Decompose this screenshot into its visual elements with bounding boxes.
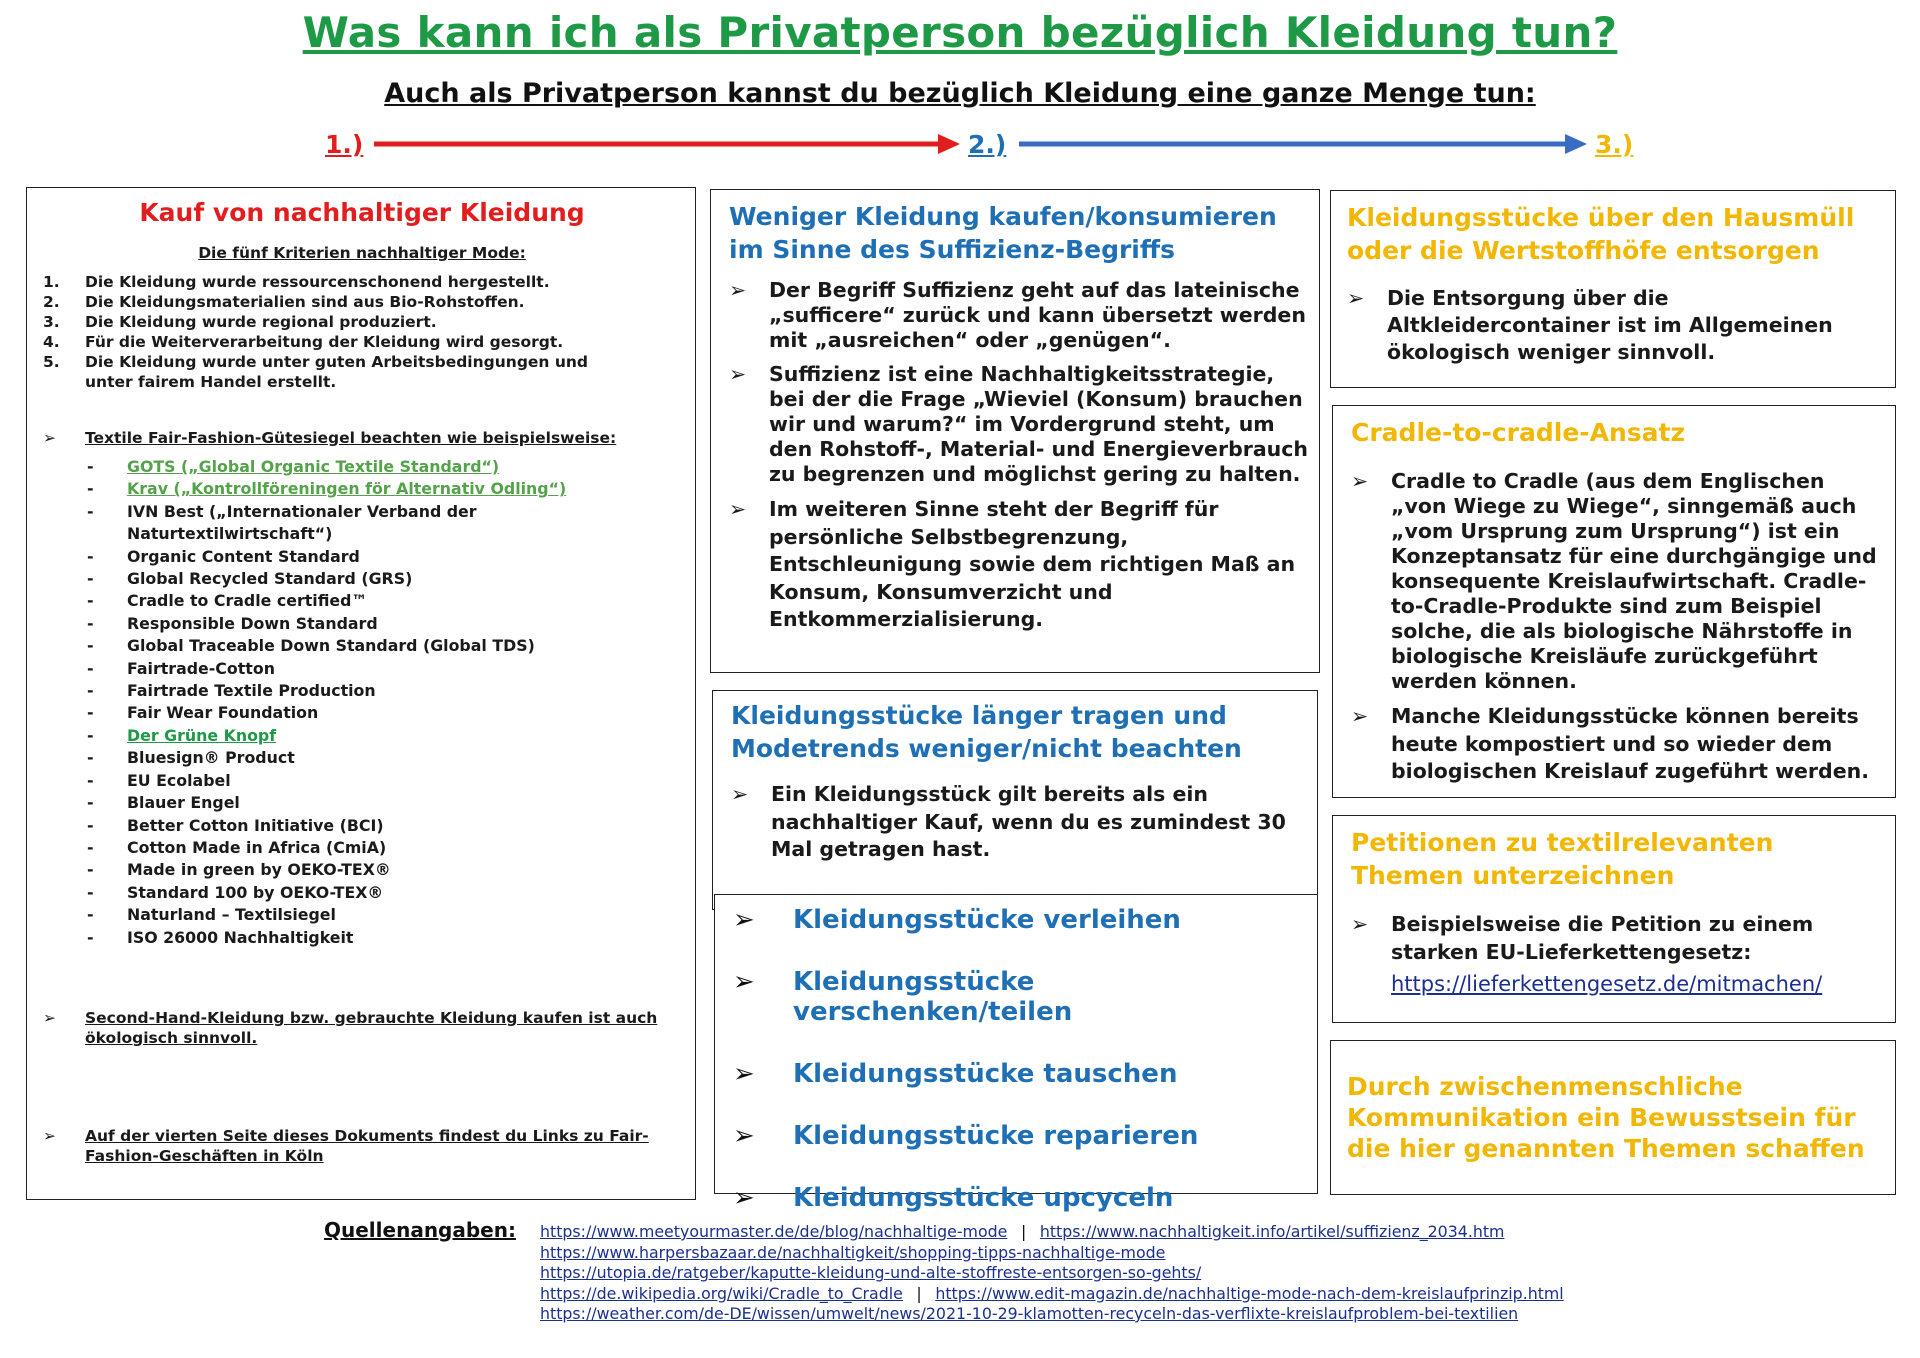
seal-item: - Fairtrade-Cotton (87, 658, 275, 678)
sufficiency-list (729, 278, 1309, 643)
seal-item: - Cotton Made in Africa (CmiA) (87, 837, 387, 857)
communication-heading: Durch zwischenmenschliche Kommunikation ein Bewusstsein für die hier genannten Themen schaffen (1347, 1072, 1865, 1163)
source-link[interactable]: https://weather.com/de-DE/wissen/umwelt/news/2021-10-29-klamotten-recyceln-das-verflixte-kreislaufproblem-bei-textilien (540, 1304, 1519, 1323)
disposal-list (1347, 285, 1887, 375)
shop-links-note: ➢ Auf der vierten Seite dieses Dokuments findest du Links zu Fair-Fashion-Geschäften in Köln (43, 1127, 649, 1165)
seal-item: - Global Recycled Standard (GRS) (87, 569, 413, 589)
arrow-bullet-icon: ➢ (43, 1127, 56, 1145)
step-1-label: 1.) (325, 130, 364, 159)
criteria-title: Die fünf Kriterien nachhaltiger Mode: (198, 244, 526, 262)
criteria-item: 4. Für die Weiterverarbeitung der Kleidung wird gesorgt. (43, 333, 564, 351)
arrow-bullet-icon: ➢ (1347, 286, 1365, 310)
arrow-bullet-icon: ➢ (733, 967, 755, 997)
seal-item: - Organic Content Standard (87, 546, 360, 566)
seal-item-gruener-knopf[interactable]: - Der Grüne Knopf (87, 725, 277, 745)
wear-longer-box (712, 690, 1318, 910)
seal-item: - Responsible Down Standard (87, 613, 378, 633)
source-link[interactable]: https://www.nachhaltigkeit.info/artikel/suffizienz_2034.htm (1039, 1222, 1505, 1241)
step-2-label: 2.) (968, 130, 1007, 159)
source-link[interactable]: https://www.edit-magazin.de/nachhaltige-mode-nach-dem-kreislaufprinzip.html (935, 1283, 1564, 1303)
cradle-to-cradle-list (1351, 469, 1886, 795)
seal-item: - IVN Best („Internationaler Verband der Naturtextilwirtschaft“) (87, 501, 477, 544)
sources-list: https://www.meetyourmaster.de/de/blog/nachhaltige-mode | https://www.nachhaltigkeit.info/artikel/suffizienz_2034.htm https://www.harpersbazaar.de/nachhaltigkeit/shopping-tipps-nachhaltige-mode https://utopia.de/ratgeber/kaputte-kleidung-und-alte-stoffreste-entsorgen-so-gehts/ https://de.wikipedia.org/wiki/Cradle_to_Cradle | https://www.edit-magazin.de/nachhaltige-mode-nach-dem-kreislaufprinzip.html https://weather.com/de-DE/wissen/umwelt/news/2021-10-29-klamotten-recyceln-das-verflixte-kreislaufproblem-bei-textilien (540, 1222, 1564, 1323)
criteria-item: 5. Die Kleidung wurde unter guten Arbeitsbedingungen und unter fairem Handel erstellt. (43, 353, 589, 391)
action-lend: ➢ Kleidungsstücke verleihen (733, 905, 1181, 935)
list-item: ➢ Manche Kleidungsstücke können bereits heute kompostiert und so wieder dem biologischen Kreislauf zugeführt werden. (1351, 704, 1869, 783)
seal-item: - EU Ecolabel (87, 770, 231, 790)
seal-item: - Fairtrade Textile Production (87, 681, 376, 701)
arrow-bullet-icon: ➢ (729, 497, 747, 521)
action-upcycle: ➢ Kleidungsstücke upcyceln (733, 1183, 1174, 1213)
action-gift-share: ➢ Kleidungsstücke verschenken/teilen (733, 967, 1073, 1027)
step-3-label: 3.) (1595, 130, 1634, 159)
page-title: Was kann ich als Privatperson bezüglich Kleidung tun? (302, 8, 1618, 57)
arrow-bullet-icon: ➢ (733, 905, 755, 935)
sufficiency-box (710, 189, 1320, 673)
secondhand-note: ➢ Second-Hand-Kleidung bzw. gebrauchte Kleidung kaufen ist auch ökologisch sinnvoll. (43, 1009, 658, 1047)
wear-longer-list (731, 781, 1306, 873)
communication-box (1330, 1040, 1896, 1195)
source-link[interactable]: https://utopia.de/ratgeber/kaputte-kleidung-und-alte-stoffreste-entsorgen-so-gehts/ (540, 1263, 1202, 1282)
disposal-box (1330, 190, 1896, 388)
seal-item: - Global Traceable Down Standard (Global TDS) (87, 636, 535, 656)
petitions-heading: Petitionen zu textilrelevanten Themen unterzeichnen (1351, 828, 1774, 890)
source-link[interactable]: https://de.wikipedia.org/wiki/Cradle_to_Cradle (540, 1283, 903, 1303)
actions-box (714, 894, 1318, 1213)
arrow-bullet-icon: ➢ (733, 1183, 755, 1213)
criteria-item: 1. Die Kleidung wurde ressourcenschonend hergestellt. (43, 273, 550, 291)
criteria-list (27, 272, 667, 392)
seal-item-gots[interactable]: - GOTS („Global Organic Textile Standard“) (87, 457, 500, 476)
action-swap: ➢ Kleidungsstücke tauschen (733, 1059, 1178, 1089)
cradle-to-cradle-box (1332, 405, 1896, 798)
arrow-bullet-icon: ➢ (1351, 704, 1369, 728)
seal-item: - ISO 26000 Nachhaltigkeit (87, 927, 354, 947)
seal-item: - Cradle to Cradle certified™ (87, 591, 368, 611)
sustainable-clothing-box (26, 187, 696, 1200)
seal-item: - Standard 100 by OEKO-TEX® (87, 882, 384, 902)
seal-item: - Naturland – Textilsiegel (87, 905, 336, 925)
page-subtitle: Auch als Privatperson kannst du bezüglich Kleidung eine ganze Menge tun: (384, 78, 1536, 109)
arrow-step-1-to-2 (372, 130, 962, 160)
arrow-bullet-icon: ➢ (729, 278, 747, 302)
sources-label: Quellenangaben: (324, 1218, 516, 1242)
list-item: ➢ Im weiteren Sinne steht der Begriff für persönliche Selbstbegrenzung, Entschleunigung sowie dem richtigen Maß an Konsum, Konsumverzicht und Entkommerzialisierung. (729, 497, 1296, 631)
arrow-bullet-icon: ➢ (729, 362, 747, 386)
list-item: ➢ Ein Kleidungsstück gilt bereits als ein nachhaltiger Kauf, wenn du es zumindest 30 Mal getragen hast. (731, 782, 1286, 861)
seal-item: - Bluesign® Product (87, 748, 295, 768)
list-item: ➢ Suffizienz ist eine Nachhaltigkeitsstrategie, bei der die Frage „Wieviel (Konsum) brauchen wir und warum?“ im Vordergrund steht, um den Rohstoff-, Material- und Energieverbrauch zu begrenzen und möglichst gering zu halten. (729, 362, 1309, 486)
seal-item: - Blauer Engel (87, 793, 240, 813)
arrow-bullet-icon: ➢ (733, 1059, 755, 1089)
list-item: ➢ Der Begriff Suffizienz geht auf das lateinische „sufficere“ zurück und kann übersetzt werden mit „ausreichen“ oder „genügen“. (729, 278, 1306, 352)
arrow-bullet-icon: ➢ (1351, 469, 1369, 493)
seals-list (27, 456, 677, 949)
source-link[interactable]: https://www.meetyourmaster.de/de/blog/nachhaltige-mode (540, 1222, 1008, 1241)
source-link[interactable]: https://www.harpersbazaar.de/nachhaltigkeit/shopping-tipps-nachhaltige-mode (540, 1242, 1166, 1262)
sustainable-clothing-heading: Kauf von nachhaltiger Kleidung (139, 198, 585, 227)
sufficiency-heading: Weniger Kleidung kaufen/konsumieren im Sinne des Suffizienz-Begriffs (729, 202, 1277, 264)
disposal-heading: Kleidungsstücke über den Hausmüll oder die Wertstoffhöfe entsorgen (1347, 203, 1855, 265)
list-item: ➢ Beispielsweise die Petition zu einem starken EU-Lieferkettengesetz: https://lieferkettengesetz.de/mitmachen/ (1351, 912, 1823, 996)
petitions-box (1332, 815, 1896, 1023)
arrow-bullet-icon: ➢ (43, 429, 56, 447)
arrow-bullet-icon: ➢ (43, 1009, 56, 1027)
arrow-bullet-icon: ➢ (731, 782, 749, 806)
seal-item: - Made in green by OEKO-TEX® (87, 860, 391, 880)
list-item: ➢ Die Entsorgung über die Altkleidercontainer ist im Allgemeinen ökologisch weniger sinnvoll. (1347, 286, 1833, 364)
seal-item: - Fair Wear Foundation (87, 703, 319, 723)
seal-item: - Better Cotton Initiative (BCI) (87, 815, 384, 835)
arrow-bullet-icon: ➢ (733, 1121, 755, 1151)
petitions-list (1351, 911, 1886, 1011)
criteria-item: 3. Die Kleidung wurde regional produziert. (43, 313, 437, 331)
actions-list (733, 905, 1313, 1245)
criteria-item: 2. Die Kleidungsmaterialien sind aus Bio-Rohstoffen. (43, 293, 525, 311)
wear-longer-heading: Kleidungsstücke länger tragen und Modetrends weniger/nicht beachten (731, 701, 1242, 763)
cradle-to-cradle-heading: Cradle-to-cradle-Ansatz (1351, 418, 1686, 447)
seal-item-krav[interactable]: - Krav („Kontrollföreningen för Alternativ Odling“) (87, 479, 567, 499)
arrow-step-2-to-3 (1017, 130, 1589, 160)
action-repair: ➢ Kleidungsstücke reparieren (733, 1121, 1199, 1151)
arrow-bullet-icon: ➢ (1351, 912, 1369, 936)
petition-link[interactable]: https://lieferkettengesetz.de/mitmachen/ (1391, 972, 1823, 996)
seals-intro: ➢ Textile Fair-Fashion-Gütesiegel beachten wie beispielsweise: (43, 429, 617, 447)
list-item: ➢ Cradle to Cradle (aus dem Englischen „von Wiege zu Wiege“, sinngemäß auch „vom Ursprung zum Ursprung“) ist ein Konzeptansatz für eine durchgängige und konsequente Kreislaufwirtschaft. Cradle-to-Cradle-Produkte sind zum Beispiel solche, die als biologische Nährstoffe in biologische Kreisläufe zurückgeführt werden können. (1351, 469, 1877, 693)
